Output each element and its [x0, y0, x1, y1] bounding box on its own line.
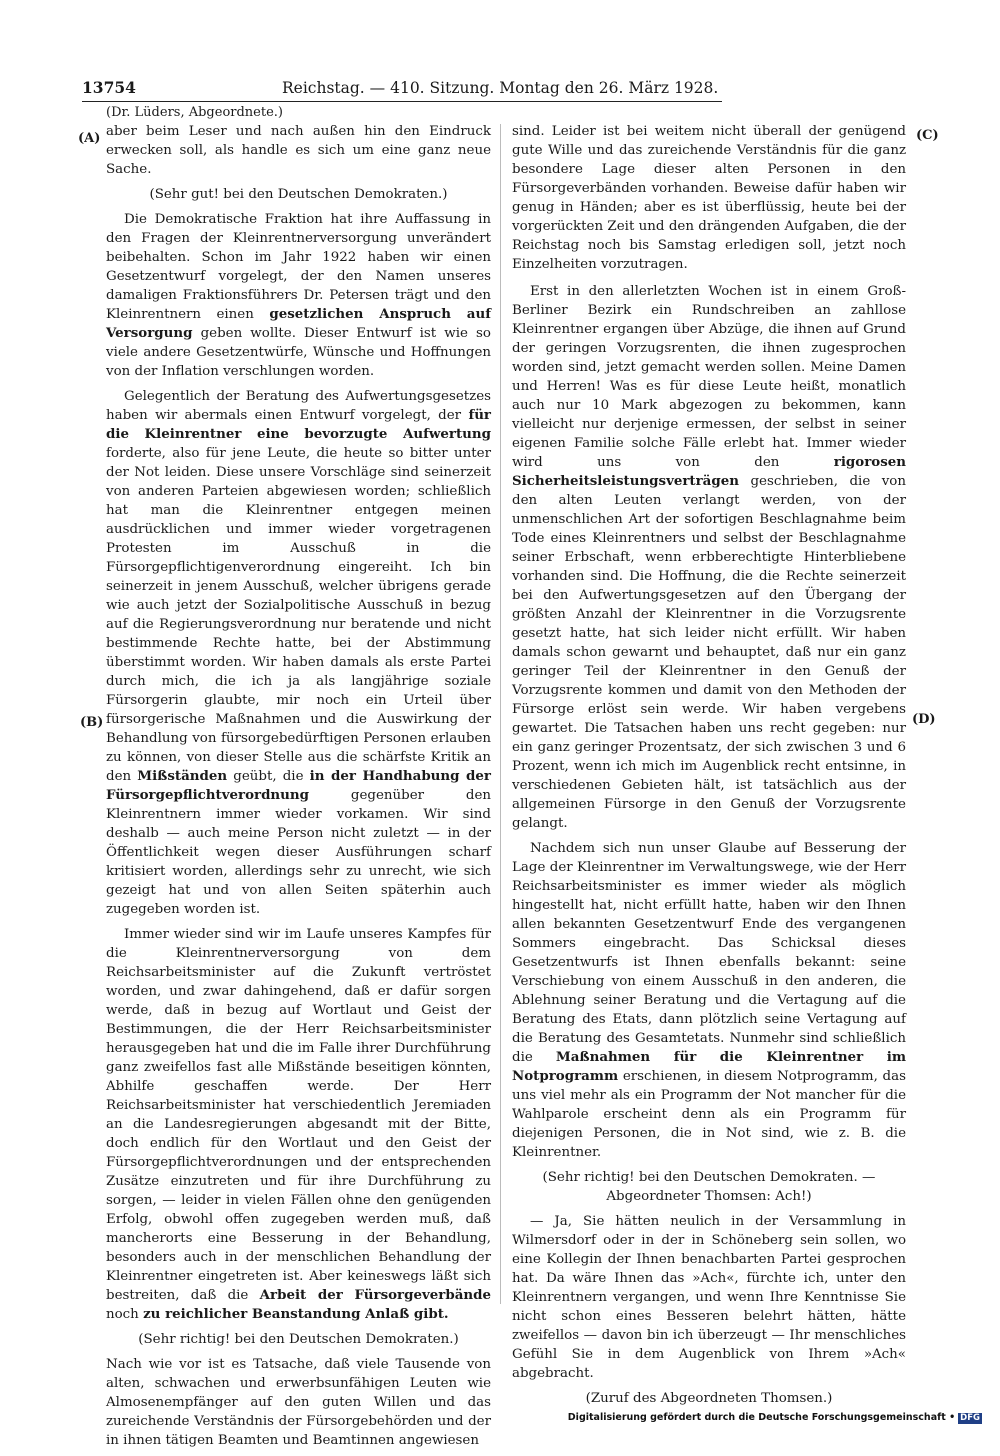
dfg-logo: DFG — [960, 1413, 980, 1423]
page-header — [82, 78, 762, 98]
page-number: 13754 — [82, 78, 136, 97]
header-rule — [82, 101, 722, 102]
paragraph: Immer wieder sind wir im Laufe unseres Kampfes für die Kleinrentnerversorgung von dem Reichsarbeitsminister auf die Zukunft vertröstet worden, und zwar dahingehend, daß er dafür sorgen werde, daß in bezug auf Wortlaut und Geist der Bestimmungen, die der Herr Reichsarbeitsminister herausgegeben hat und die im Falle ihrer Durchführung ganz zweifellos fast alle Mißstände beseitigen könnten, Abhilfe geschaffen werde. Der Herr Reichsarbeitsminister hat verschiedentlich Jeremiaden an die Landesregierungen abgesandt mit der Bitte, doch endlich für den Wortlaut und den Geist der Fürsorgepflichtverordnungen und der entsprechenden Zusätze einzutreten und für ihre Durchführung zu sorgen, — leider in vielen Fällen ohne den genügenden Erfolg, obwohl offen zugegeben werden muß, daß mancherorts eine Besserung in der Behandlung, besonders auch in der menschlichen Behandlung der Kleinrentner eingetreten ist. Aber keineswegs läßt sich bestreiten, daß die Arbeit der Fürsorgeverbände noch zu reichlicher Beanstandung Anlaß gibt. — [106, 927, 492, 1322]
margin-marker-c: (C) — [916, 128, 939, 143]
running-title: Reichstag. — 410. Sitzung. Montag den 26. März 1928. — [282, 79, 719, 97]
margin-marker-a: (A) — [78, 131, 101, 146]
interjection: (Zuruf des Abgeordneten Thomsen.) — [585, 1391, 833, 1406]
interjection: (Sehr gut! bei den Deutschen Demokraten.) — [149, 187, 448, 202]
paragraph: sind. Leider ist bei weitem nicht überall der genügend gute Wille und das zureichende Verständnis für die ganz besondere Lage dieser alten Personen in den Fürsorgeverbänden vorhanden. Beweise dafür haben wir genug in Händen; aber es ist überflüssig, heute bei der vorgerückten Zeit und den drängenden Aufgaben, die der Reichstag noch bis Samstag erledigen soll, jetzt noch Einzelheiten vorzutragen. — [512, 124, 906, 272]
paragraph: Erst in den allerletzten Wochen ist in einem Groß-Berliner Bezirk ein Rundschreiben an zahllose Kleinrentner ergangen über Abzüge, die ihnen auf Grund der geringen Vorzugsrenten, die ihnen zugesprochen worden sind, jetzt gemacht werden sollen. Meine Damen und Herren! Was es für diese Leute heißt, monatlich auch nur 10 Mark abgezogen zu bekommen, kann vielleicht nur derjenige ermessen, der selbst in seiner eigenen Familie solche Fälle erlebt hat. Immer wieder wird uns von den rigorosen Sicherheitsleistungsverträgen geschrieben, die von den alten Leuten verlangt werden, von der unmenschlichen Art der sofortigen Beschlagnahme beim Tode eines Kleinrentners und selbst der Beschlagnahme seiner Erbschaft, wenn erbberechtigte Hinterbliebene vorhanden sind. Die Hoffnung, die die Rechte seinerzeit bei den Aufwertungsgesetzen auf den Übergang der größten Anzahl der Kleinrentner in die Vorzugsrente gesetzt hatte, hat sich leider nicht erfüllt. Wir haben damals schon gewarnt und behauptet, daß nur ein ganz geringer Teil der Kleinrentner in den Genuß der Vorzugsrente kommen und damit von den Methoden der Fürsorge erlöst sein werde. Wir haben vergebens gewartet. Die Tatsachen haben uns recht gegeben: nur ein ganz geringer Prozentsatz, der sich zwischen 3 und 6 Prozent, wenn ich mich im Augenblick recht entsinne, in verschiedenen Gebieten hält, ist tatsächlich aus der allgemeinen Fürsorge in den Genuß der Vorzugsrente gelangt. — [512, 284, 906, 831]
left-column — [106, 122, 491, 1456]
paragraph: Nach wie vor ist es Tatsache, daß viele Tausende von alten, schwachen und erwerbsunfähigen Leuten wie Almosenempfänger auf den guten Willen und das zureichende Verständnis der Fürsorgebehörden und der in ihnen tätigen Beamten und Beamtinnen angewiesen — [106, 1357, 491, 1448]
interjection: (Sehr richtig! bei den Deutschen Demokraten. — Abgeordneter Thomsen: Ach!) — [542, 1170, 876, 1204]
margin-marker-b: (B) — [80, 715, 104, 730]
right-column — [512, 122, 906, 1414]
speaker-label: (Dr. Lüders, Abgeordnete.) — [106, 105, 283, 120]
paragraph: Die Demokratische Fraktion hat ihre Auffassung in den Fragen der Kleinrentnerversorgung unverändert beibehalten. Schon im Jahr 1922 haben wir einen Gesetzentwurf vorgelegt, der den Namen unseres damaligen Fraktionsführers Dr. Petersen trägt und den Kleinrentnern einen gesetzlichen Anspruch auf Versorgung geben wollte. Dieser Entwurf ist wie so viele andere Gesetzentwürfe, Wünsche und Hoffnungen von der Inflation verschlungen worden. — [106, 212, 491, 379]
interjection: (Sehr richtig! bei den Deutschen Demokraten.) — [138, 1332, 459, 1347]
paragraph: Nachdem sich nun unser Glaube auf Besserung der Lage der Kleinrentner im Verwaltungswege, wie der Herr Reichsarbeitsminister es immer wieder als möglich hingestellt hat, nicht erfüllt hatte, haben wir den Ihnen allen bekannten Gesetzentwurf Ende des vergangenen Sommers eingebracht. Das Schicksal dieses Gesetzentwurfs ist Ihnen ebenfalls bekannt: seine Verschiebung von einem Ausschuß in den anderen, die Ablehnung seiner Beratung und die Vertagung auf die Beratung des Etats, dann plötzlich seine Vertagung auf die Beratung des Gesamtetats. Nunmehr sind schließlich die Maßnahmen für die Kleinrentner im Notprogramm erschienen, in diesem Notprogramm, das uns viel mehr als ein Programm der Not mancher für die Wahlparole erscheint denn als ein Programm für diejenigen Personen, die in Not sind, wie z. B. die Kleinrentner. — [512, 841, 906, 1160]
footer-text: Digitalisierung gefördert durch die Deutsche Forschungsgemeinschaft • — [567, 1412, 956, 1423]
paragraph: Gelegentlich der Beratung des Aufwertungsgesetzes haben wir abermals einen Entwurf vorgelegt, der für die Kleinrentner eine bevorzugte Aufwertung forderte, also für jene Leute, die heute so bitter unter der Not leiden. Diese unsere Vorschläge sind seinerzeit von anderen Parteien abgewiesen worden; schließlich hat man die Kleinrentner entgegen meinen ausdrücklichen und immer wieder vorgetragenen Protesten im Ausschuß in die Fürsorgepflichtigenverordnung eingereiht. Ich bin seinerzeit in jenem Ausschuß, welcher übrigens gerade wie auch jetzt der Sozialpolitische Ausschuß in bezug auf die Regierungsverordnung nur beratende und nicht bestimmende Rechte hatte, bei der Abstimmung überstimmt worden. Wir haben damals als erste Partei durch mich, die ich ja als langjährige soziale Fürsorgerin glaubte, mir noch ein Urteil über fürsorgerische Maßnahmen und die Auswirkung der Behandlung von fürsorgebedürftigen Personen erlauben zu können, von dieser Stelle aus die schärfste Kritik an den Mißständen geübt, die in der Handhabung der Fürsorgepflichtverordnung gegenüber den Kleinrentnern immer wieder vorkamen. Wir sind deshalb — auch meine Person nicht zuletzt — in der Öffentlichkeit wegen dieser Ausführungen scharf kritisiert worden, allerdings sehr zu unrecht, wie sich gezeigt hat und von allen Seiten späterhin auch zugegeben worden ist. — [106, 389, 491, 917]
digitization-footer — [568, 1412, 982, 1424]
margin-marker-d: (D) — [912, 712, 936, 727]
paragraph: — Ja, Sie hätten neulich in der Versammlung in Wilmersdorf oder in der in Schöneberg sein sollen, wo eine Kollegin der Ihnen benachbarten Partei gesprochen hat. Da wäre Ihnen das »Ach«, fürchte ich, unter den Kleinrentnern vergangen, und wenn Ihre Kenntnisse Sie nicht schon eines Besseren belehrt hätten, hätte zweifellos — davon bin ich überzeugt — Ihr menschliches Gefühl Sie in dem Augenblick von Ihrem »Ach« abgebracht. — [512, 1214, 906, 1381]
paragraph: aber beim Leser und nach außen hin den Eindruck erwecken soll, als handle es sich um eine ganz neue Sache. — [106, 124, 491, 177]
column-separator — [500, 124, 501, 1304]
